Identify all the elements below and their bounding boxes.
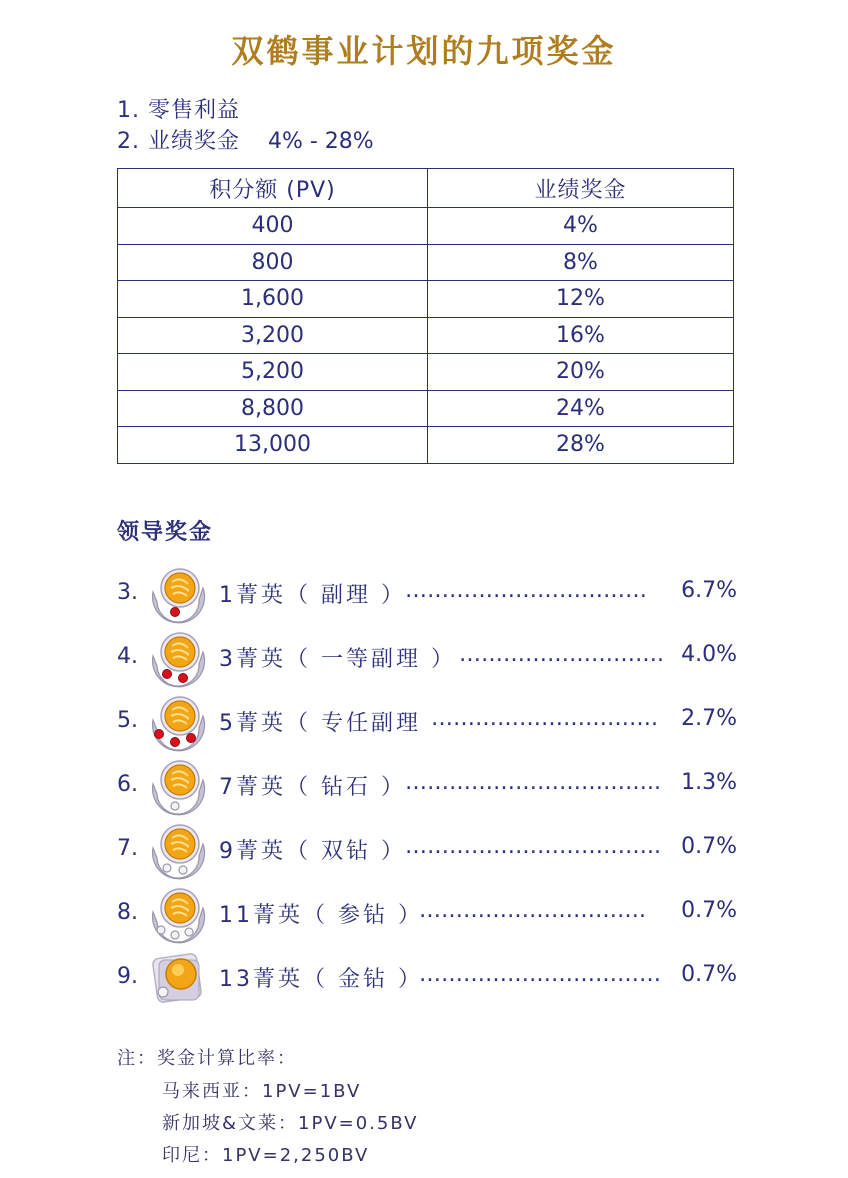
leader-dots: …………………………. (431, 706, 658, 731)
leader-dots: …………………………… (419, 962, 661, 987)
leadership-item (117, 628, 737, 688)
leadership-item (117, 884, 737, 944)
table-row (118, 208, 734, 245)
note-line-malaysia: 马来西亚：1PV=1BV (162, 1081, 362, 1102)
elite-badge-icon (145, 820, 211, 880)
retail-profit-item: 1. 零售利益 (117, 98, 240, 123)
pv-cell: 5,200 (118, 354, 428, 391)
leadership-label: 3菁英（ 一等副理 ） (219, 647, 456, 672)
pv-cell: 8,800 (118, 390, 428, 427)
leader-dots: …………………………. (419, 898, 646, 923)
leadership-label: 1菁英（ 副理 ） (219, 583, 406, 608)
bonus-cell: 24% (428, 390, 734, 427)
leadership-number: 8. (117, 900, 138, 925)
leader-dots: …………………………….. (405, 770, 661, 795)
pv-cell: 3,200 (118, 317, 428, 354)
header-bonus: 业绩奖金 (428, 169, 734, 208)
leadership-value: 1.3% (681, 770, 737, 795)
table-row (118, 427, 734, 464)
elite-badge-icon (145, 692, 211, 752)
leadership-label: 7菁英（ 钻石 ） (219, 775, 406, 800)
leadership-value: 6.7% (681, 578, 737, 603)
leadership-number: 6. (117, 772, 138, 797)
table-row (118, 244, 734, 281)
leader-dots: ………………………. (459, 642, 664, 667)
elite-badge-icon (145, 628, 211, 688)
leadership-label: 9菁英（ 双钻 ） (219, 839, 406, 864)
leadership-item (117, 756, 737, 816)
leader-dots: …………………………….. (405, 834, 661, 859)
bonus-cell: 12% (428, 281, 734, 318)
leadership-label: 11菁英（ 参钻 ） (219, 903, 423, 928)
leadership-value: 4.0% (681, 642, 737, 667)
elite-badge-icon (145, 884, 211, 944)
table-header-row (118, 169, 734, 208)
leadership-item (117, 564, 737, 624)
leadership-label: 5菁英（ 专任副理 (219, 711, 421, 736)
table-row (118, 317, 734, 354)
header-pv: 积分额 (PV) (118, 169, 428, 208)
leadership-number: 3. (117, 580, 138, 605)
leadership-item (117, 692, 737, 752)
leadership-value: 0.7% (681, 834, 737, 859)
pv-cell: 400 (118, 208, 428, 245)
table-row (118, 281, 734, 318)
bonus-cell: 20% (428, 354, 734, 391)
elite-badge-icon (145, 948, 211, 1008)
bonus-cell: 28% (428, 427, 734, 464)
leadership-value: 0.7% (681, 898, 737, 923)
performance-bonus-label: 2. 业绩奖金 (117, 129, 240, 154)
leadership-value: 0.7% (681, 962, 737, 987)
leadership-number: 4. (117, 644, 138, 669)
pv-bonus-table (117, 168, 734, 464)
leader-dots: …………………………… (405, 578, 647, 603)
leadership-label: 13菁英（ 金钻 ） (219, 967, 423, 992)
performance-bonus-range: 4% - 28% (267, 129, 374, 154)
leadership-value: 2.7% (681, 706, 737, 731)
note-line-singapore: 新加坡&文莱：1PV=0.5BV (162, 1113, 419, 1134)
page-title: 双鹤事业计划的九项奖金 (231, 32, 617, 70)
leadership-number: 5. (117, 708, 138, 733)
leadership-number: 7. (117, 836, 138, 861)
pv-cell: 13,000 (118, 427, 428, 464)
bonus-cell: 4% (428, 208, 734, 245)
note-line-indonesia: 印尼：1PV=2,250BV (162, 1145, 370, 1166)
bonus-cell: 8% (428, 244, 734, 281)
note-title: 注：奖金计算比率： (117, 1048, 297, 1069)
pv-cell: 800 (118, 244, 428, 281)
pv-cell: 1,600 (118, 281, 428, 318)
performance-bonus-item (117, 124, 374, 155)
leadership-number: 9. (117, 964, 138, 989)
table-row (118, 390, 734, 427)
elite-badge-icon (145, 564, 211, 624)
bonus-cell: 16% (428, 317, 734, 354)
table-row (118, 354, 734, 391)
leadership-item (117, 820, 737, 880)
leadership-item (117, 948, 737, 1008)
elite-badge-icon (145, 756, 211, 816)
leadership-bonus-title: 领导奖金 (117, 520, 214, 545)
